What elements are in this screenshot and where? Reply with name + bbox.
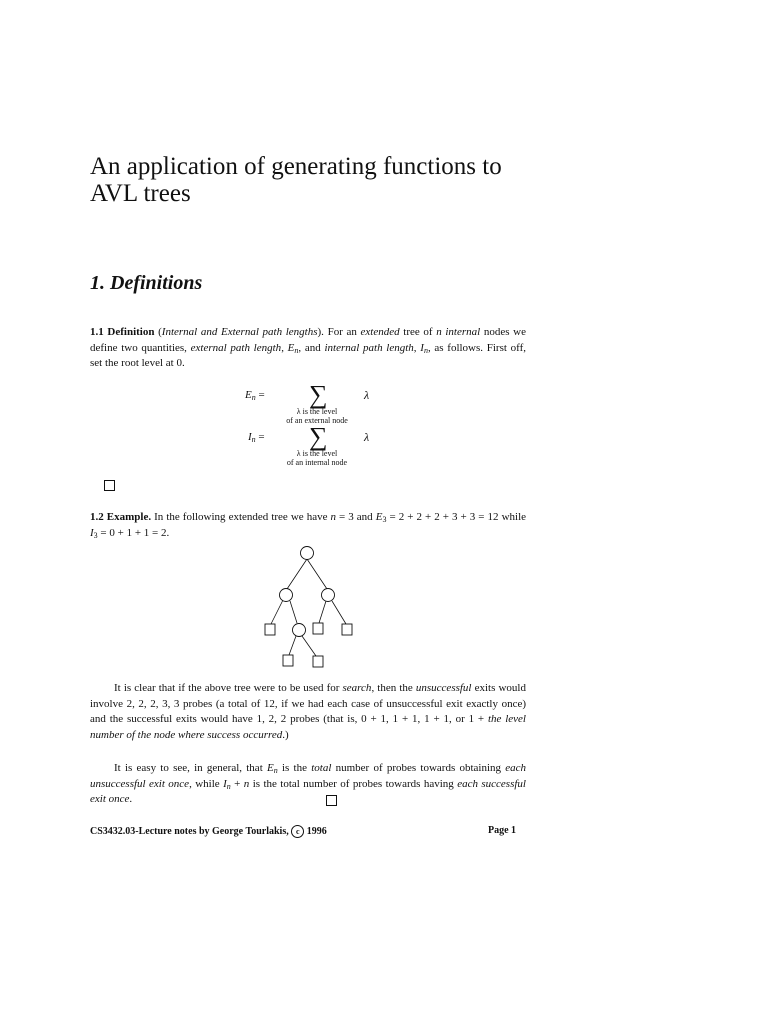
- sum-symbol: ∑: [309, 422, 328, 451]
- text-run: internal: [445, 326, 481, 338]
- footer-left: [90, 825, 327, 838]
- text-run: tree of: [399, 326, 437, 338]
- text-run: each successful exit once: [90, 777, 526, 805]
- text-run: number of probes towards obtaining: [331, 762, 506, 774]
- equation-lhs: [245, 389, 265, 401]
- equals-sign: =: [255, 389, 265, 401]
- tree-edge: [332, 601, 346, 624]
- sum-subscript-line1: λ is the level: [296, 407, 338, 416]
- text-run: search: [342, 682, 372, 694]
- definition-label: Definition: [107, 326, 155, 338]
- text-run: ,: [413, 341, 421, 354]
- external-node: [342, 624, 352, 635]
- external-node: [283, 655, 293, 666]
- internal-node: [322, 589, 335, 602]
- text-run: ,: [281, 341, 288, 354]
- text-run: ). For an: [317, 326, 361, 338]
- lambda-term: λ: [364, 388, 370, 402]
- sum-subscript-line2: of an external node: [286, 416, 348, 425]
- qed-box-icon: [326, 795, 337, 806]
- internal-node-root: [301, 547, 314, 560]
- text-run: In the following extended tree we have: [151, 511, 331, 523]
- text-run: each unsuccessful exit once: [90, 762, 527, 790]
- text-run: external path length: [190, 341, 282, 354]
- body-paragraph-2: [90, 761, 526, 808]
- sum-subscript-line1: λ is the level: [296, 449, 338, 458]
- sum-subscript-line2: of an internal node: [286, 458, 348, 467]
- tree-edge: [302, 636, 316, 656]
- math-sub: n: [226, 781, 231, 791]
- math-var: n: [436, 326, 442, 338]
- tree-edge: [319, 601, 326, 623]
- text-run: unsuccessful: [415, 682, 472, 694]
- math-var: E: [266, 762, 274, 774]
- math-var: I: [248, 431, 252, 443]
- qed-box-icon: [104, 480, 115, 491]
- copyright-icon: c: [291, 825, 304, 838]
- body-paragraph-1: [90, 681, 526, 743]
- footer-credit: CS3432.03-Lecture notes by George Tourlakis,: [90, 826, 289, 837]
- equation-lhs: [248, 431, 265, 443]
- text-run: extended: [360, 326, 400, 338]
- internal-node: [280, 589, 293, 602]
- text-run: nodes we define two quantities,: [90, 326, 526, 354]
- math-sub: n: [251, 393, 256, 402]
- math-var: E: [287, 341, 295, 354]
- math-var: n: [243, 777, 250, 790]
- text-run: .: [129, 793, 133, 805]
- math-var: I: [420, 341, 424, 354]
- text-run: It is clear that if the above tree were to be used for: [114, 682, 343, 694]
- document-title: An application of generating functions to AVL trees: [90, 153, 502, 207]
- math-var: n: [330, 511, 336, 523]
- math-sub: n: [251, 435, 256, 444]
- external-node: [265, 624, 275, 635]
- text-run: the level number of the node where success occurred: [90, 713, 526, 741]
- section-heading: 1. Definitions: [90, 272, 203, 294]
- math-sub: 3: [93, 530, 98, 540]
- text-run: It is easy to see, in general, that: [114, 762, 267, 774]
- text-run: +: [230, 777, 244, 790]
- extended-tree-diagram: [250, 540, 370, 670]
- page-number: Page 1: [488, 825, 517, 836]
- text-run: = 3 and: [336, 511, 376, 523]
- math-sub: n: [273, 766, 278, 775]
- text-run: is the total number of probes towards having: [249, 777, 458, 790]
- text-run: , as follows. First off, set the root level at 0.: [90, 341, 527, 369]
- example-number: 1.2: [90, 511, 104, 523]
- lambda-term: λ: [364, 430, 370, 444]
- text-run: = 0 + 1 + 1 = 2.: [97, 526, 170, 539]
- text-run: internal path length: [324, 341, 414, 354]
- tree-edge: [271, 600, 283, 624]
- example-paragraph: [90, 510, 526, 541]
- definition-paragraph: 1.1 Definition (Internal and External path lengths). For an extended tree of n internal nodes we define two quantities, external path length, $E_n$, and internal path length, $I_n$, as follows. First off, set the root level at 0.: [90, 326, 527, 369]
- text-run: exits would involve 2, 2, 2, 3, 3 probes (a total of 12, if we had each case of unsuccessful exit exactly once) and the successful exits would have 1, 2, 2 probes (that is, 0 + 1, 1 + 1, 1 + 1, or 1 +: [90, 682, 526, 725]
- external-node: [313, 656, 323, 667]
- sum-symbol: ∑: [309, 380, 328, 409]
- text-run: total: [311, 762, 332, 774]
- math-var: I: [90, 526, 94, 539]
- example-label: Example.: [106, 511, 152, 523]
- text-run: , and: [298, 341, 325, 354]
- definition-number: 1.1: [90, 326, 104, 338]
- math-var: E: [245, 389, 252, 401]
- definition-parenthetical: Internal and External path lengths: [161, 326, 318, 338]
- tree-edge: [287, 559, 307, 589]
- equals-sign: =: [255, 431, 265, 443]
- math-var: E: [375, 511, 383, 523]
- tree-edge: [289, 636, 296, 655]
- external-node: [313, 623, 323, 634]
- math-sub: 3: [382, 515, 387, 524]
- math-sub: n: [294, 345, 299, 355]
- tree-edge: [307, 559, 327, 589]
- math-var: I: [223, 777, 227, 790]
- text-run: , while: [189, 777, 224, 790]
- tree-edge: [290, 601, 297, 623]
- text-run: , then the: [371, 682, 416, 694]
- text-run: = 2 + 2 + 2 + 3 + 3 = 12 while: [386, 511, 527, 523]
- internal-node: [293, 624, 306, 637]
- text-run: is the: [277, 762, 312, 774]
- math-sub: n: [423, 345, 428, 355]
- footer-year: 1996: [306, 826, 327, 837]
- text-run: .): [282, 728, 289, 741]
